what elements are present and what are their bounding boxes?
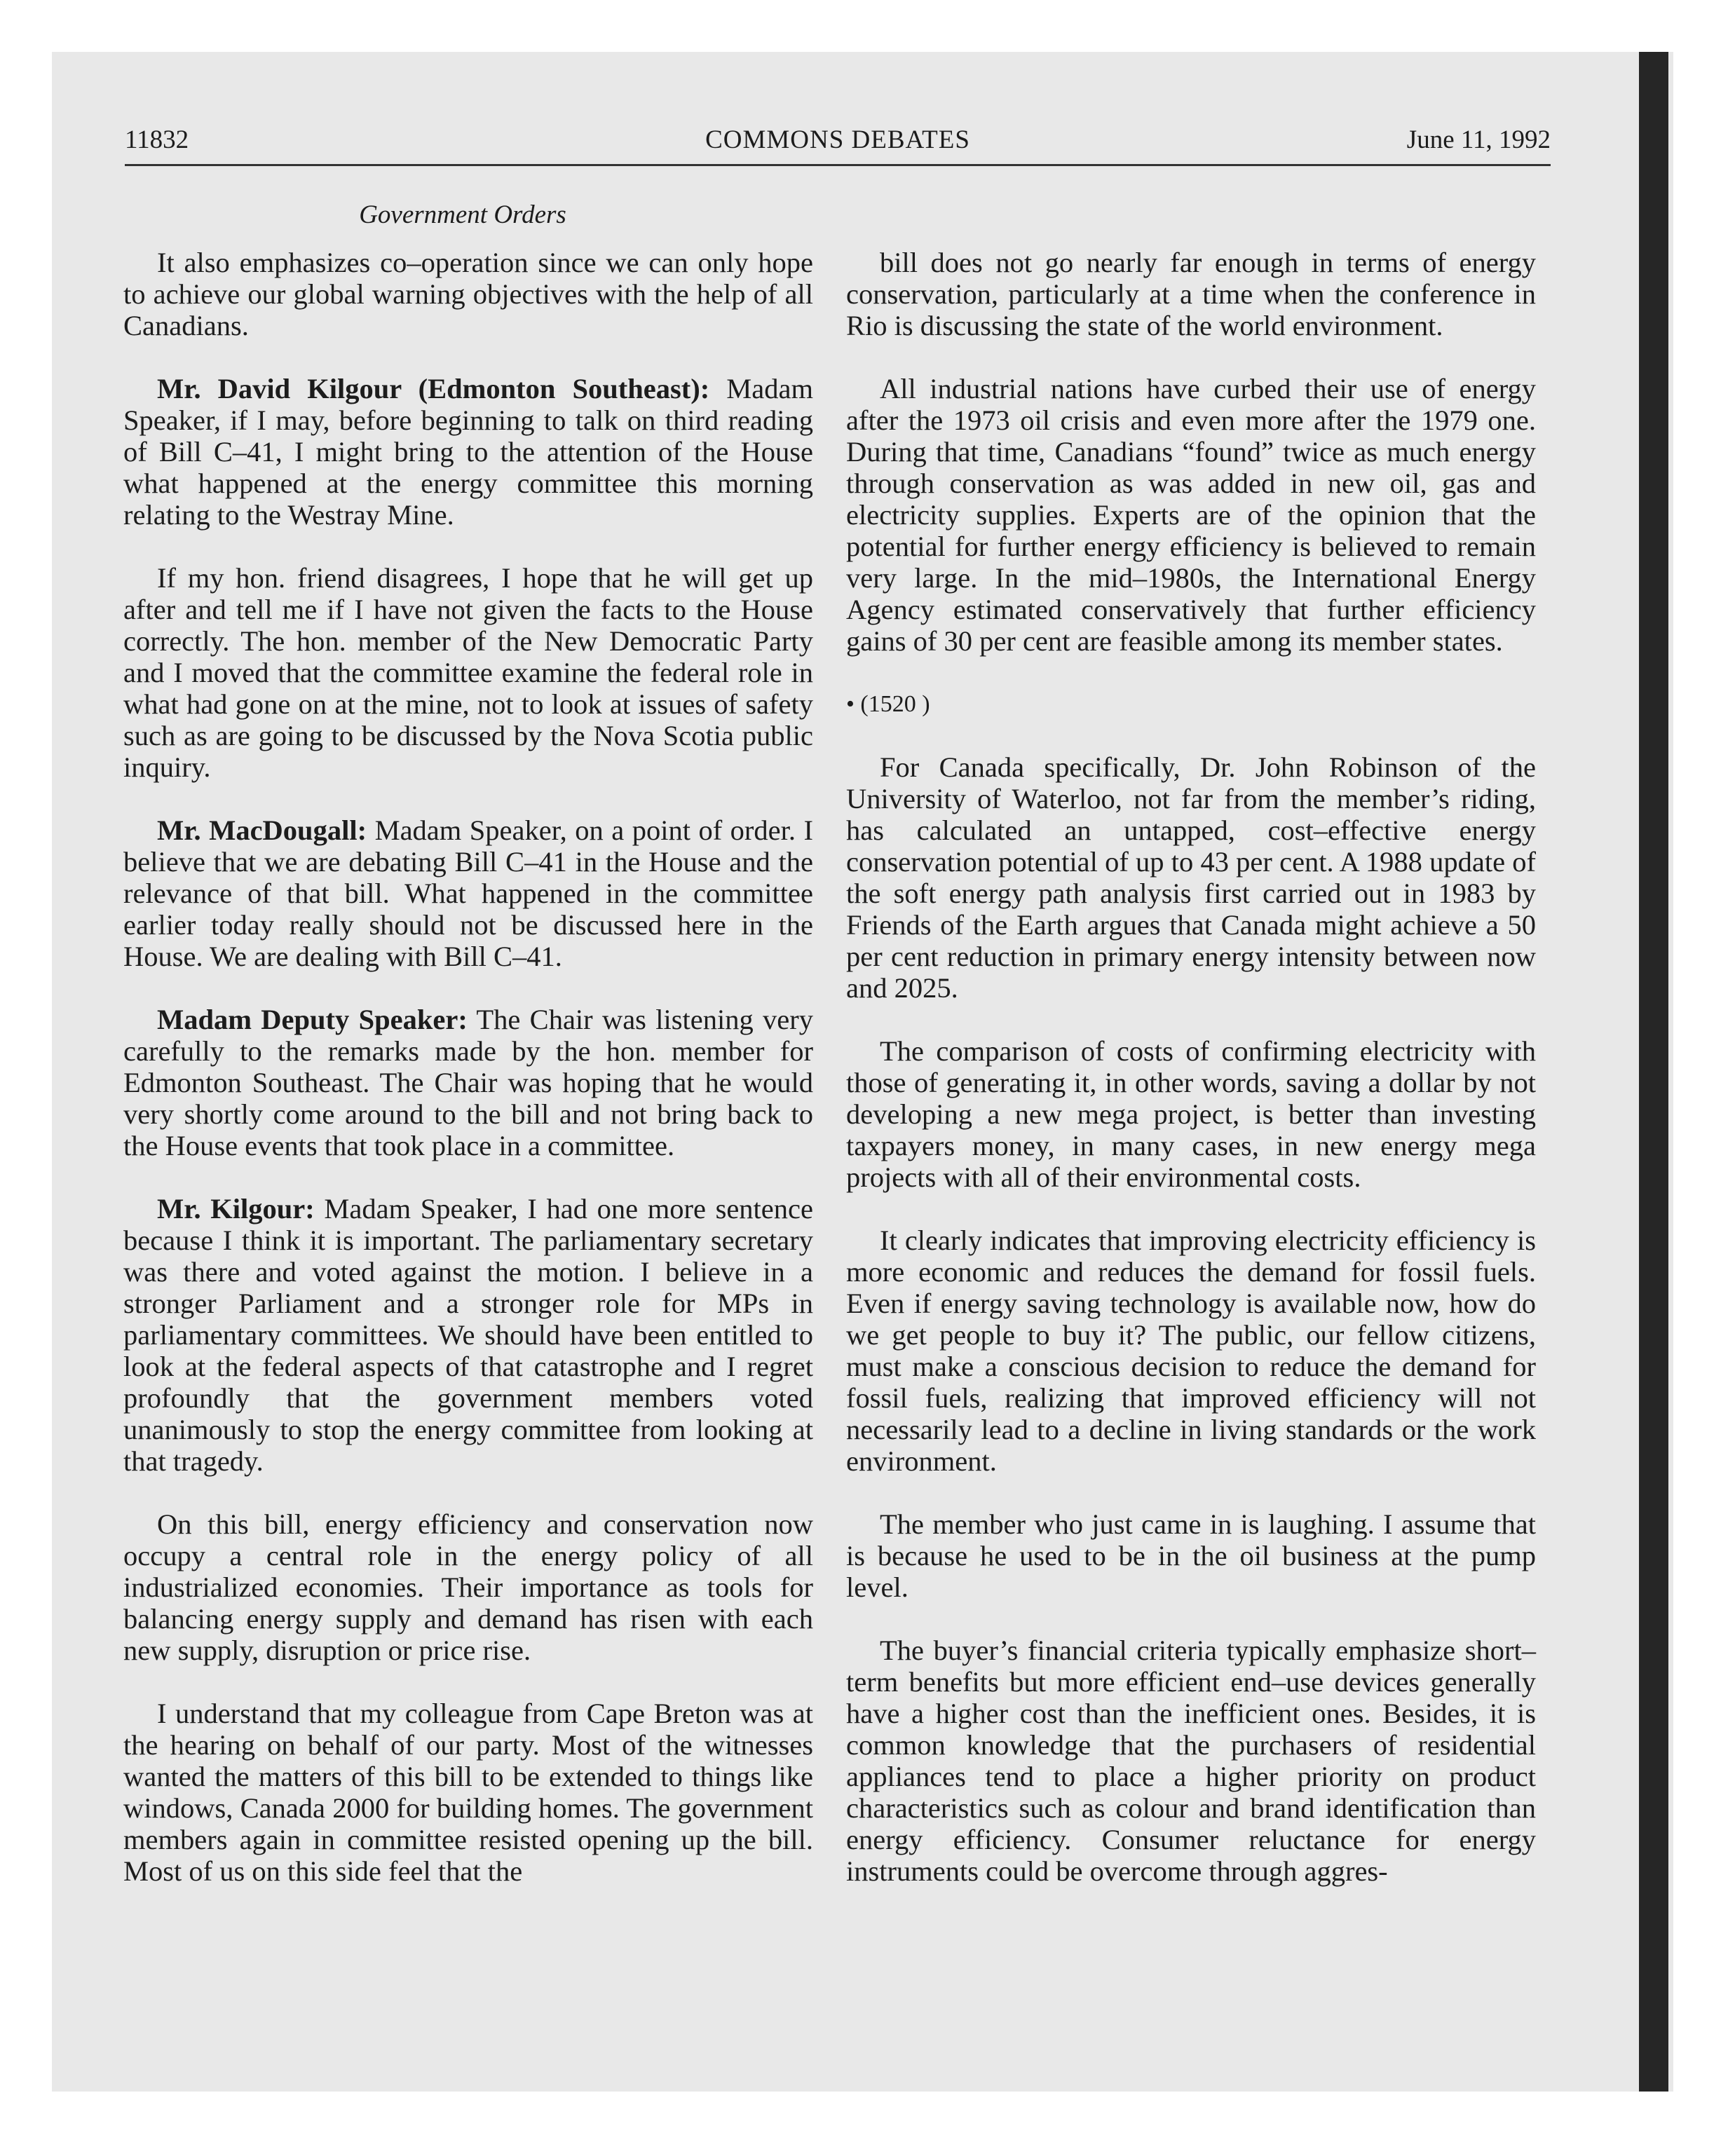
paragraph: I understand that my colleague from Cape Breton was at the hearing on behalf of our party. Most of the witnesses wanted the matters of this bill to be extended to things like windows, Canada 2000 for building homes. The government members again in committee resisted opening up the bill. Most of us on this side feel that the xyxy=(123,1698,813,1887)
scan-edge-shadow xyxy=(1639,52,1668,2092)
speaker-name: Mr. MacDougall: xyxy=(157,814,367,846)
speech-text: Madam Speaker, on a point of order. I believe that we are debating Bill C–41 in the House and the relevance of that bill. What happened in the committee earlier today really should not be discussed here in the House. We are dealing with Bill C–41. xyxy=(123,814,814,972)
speaker-name: Mr. Kilgour: xyxy=(157,1193,315,1224)
paragraph: bill does not go nearly far enough in terms of energy conservation, particularly at a time when the conference in Rio is discussing the state of the world environment. xyxy=(846,247,1536,341)
right-column xyxy=(846,247,1536,1918)
paragraph: For Canada specifically, Dr. John Robinson of the University of Waterloo, not far from the member’s riding, has calculated an untapped, cost–effective energy conservation potential of up to 43 per cent. A 1988 update of the soft energy path analysis first carried out in 1983 by Friends of the Earth argues that Canada might achieve a 50 per cent reduction in primary energy intensity between now and 2025. xyxy=(846,751,1536,1004)
paragraph: On this bill, energy efficiency and conservation now occupy a central role in the energy policy of all industrialized economies. Their importance as tools for balancing energy supply and demand has risen with each new supply, disruption or price rise. xyxy=(123,1508,813,1666)
paragraph: It clearly indicates that improving electricity efficiency is more economic and reduces the demand for fossil fuels. Even if energy saving technology is available now, how do we get people to buy it? The public, our fellow citizens, must make a conscious decision to reduce the demand for fossil fuels, realizing that improved efficiency will not necessarily lead to a decline in living standards or the work environment. xyxy=(846,1224,1536,1477)
section-heading: Government Orders xyxy=(359,200,566,229)
page-header xyxy=(125,125,1551,166)
page-number: 11832 xyxy=(125,125,189,154)
speech-paragraph xyxy=(123,1004,813,1161)
speech-text: The Chair was listening very carefully to the remarks made by the hon. member for Edmonton Southeast. The Chair was hoping that he would very shortly come around to the bill and not bring back to the House events that took place in a committee. xyxy=(123,1004,814,1161)
left-column xyxy=(123,247,813,1918)
publication-date: June 11, 1992 xyxy=(1406,125,1551,154)
paragraph: It also emphasizes co–operation since we can only hope to achieve our global warning objectives with the help of all Canadians. xyxy=(123,247,813,341)
speaker-name: Madam Deputy Speaker: xyxy=(157,1004,468,1035)
time-marker: • (1520 ) xyxy=(846,691,930,717)
paragraph: All industrial nations have curbed their use of energy after the 1973 oil crisis and even more after the 1979 one. During that time, Canadians “found” twice as much energy through conservation as was added in new oil, gas and electricity supplies. Experts are of the opinion that the potential for further energy efficiency is believed to remain very large. In the mid–1980s, the International Energy Agency estimated conservatively that further efficiency gains of 30 per cent are feasible among its member states. xyxy=(846,373,1536,657)
speech-paragraph xyxy=(123,1193,813,1477)
speech-paragraph xyxy=(123,814,813,972)
paragraph: If my hon. friend disagrees, I hope that he will get up after and tell me if I have not given the facts to the House correctly. The hon. member of the New Democratic Party and I moved that the committee examine the federal role in what had gone on at the mine, not to look at issues of safety such as are going to be discussed by the Nova Scotia public inquiry. xyxy=(123,562,813,783)
speech-text: Madam Speaker, if I may, before beginning to talk on third reading of Bill C–41, I might bring to the attention of the House what happened at the energy committee this morning relating to the Westray Mine. xyxy=(123,373,813,531)
publication-title: COMMONS DEBATES xyxy=(705,125,970,154)
paragraph: The member who just came in is laughing. I assume that is because he used to be in the oil business at the pump level. xyxy=(846,1508,1536,1603)
speech-text: Madam Speaker, I had one more sentence because I think it is important. The parliamentary secretary was there and voted against the motion. I believe in a stronger Parliament and a stronger role for MPs in parliamentary committees. We should have been entitled to look at the federal aspects of that catastrophe and I regret profoundly that the government members voted unanimously to stop the energy committee from looking at that tragedy. xyxy=(123,1193,813,1477)
paragraph: The comparison of costs of confirming electricity with those of generating it, in other words, saving a dollar by not developing a new mega project, is better than investing taxpayers money, in many cases, in new energy mega projects with all of their environmental costs. xyxy=(846,1035,1536,1193)
paragraph: The buyer’s financial criteria typically emphasize short–term benefits but more efficient end–use devices generally have a higher cost than the inefficient ones. Besides, it is common knowledge that the purchasers of residential appliances tend to place a higher priority on product characteristics such as colour and brand identification than energy efficiency. Consumer reluctance for energy instruments could be overcome through aggres- xyxy=(846,1635,1536,1887)
speech-paragraph xyxy=(123,373,813,531)
speaker-name: Mr. David Kilgour (Edmonton Southeast): xyxy=(157,373,710,404)
